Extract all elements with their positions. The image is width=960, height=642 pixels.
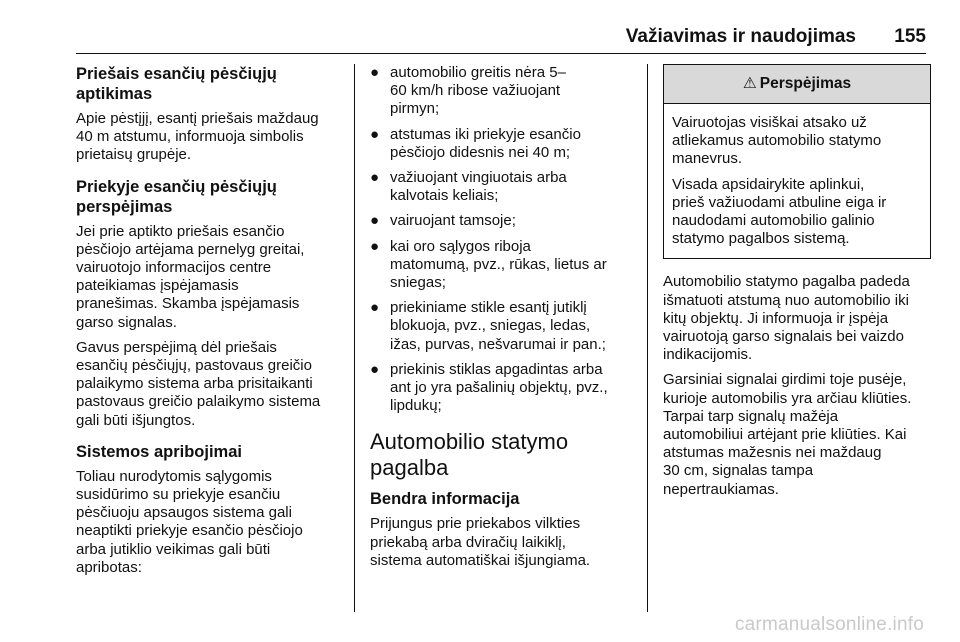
chapter-title: Važiavimas ir naudojimas <box>625 26 856 47</box>
paragraph: Garsiniai signalai girdimi toje pusėje, kurioje automobilis yra arčiau kliūties. Tarpai tarp signalų mažėja automobiliui artėjant prie kliūties. Kai atstumas mažesnis nei maždaug 30 cm, signalas tampa nepertraukiamas. <box>663 371 912 498</box>
paragraph: Gavus perspėjimą dėl priešais esančių pėsčiųjų, pastovaus greičio palaikymo sistema arba prisitaikanti pastovaus greičio palaikymo sistema gali būti išjungtos. <box>76 338 321 429</box>
warning-triangle-icon: ⚠ <box>742 75 757 92</box>
list-item-text: priekinis stiklas apgadintas arba ant jo yra pašalinių objektų, pvz., lipdukų; <box>390 360 608 415</box>
page-header <box>76 26 926 52</box>
list-item-text: automobilio greitis nėra 5– 60 km/h ribose važiuojant pirmyn; <box>390 64 566 118</box>
warning-header <box>664 65 930 104</box>
paragraph: Vairuotojas visiškai atsako už atliekamus automobilio statymo manevrus. <box>672 114 882 168</box>
bullet-icon: ● <box>370 64 380 81</box>
section-heading-pedestrian-detection: Priešais esančių pėsčiųjų aptikimas <box>76 65 277 103</box>
section-heading-system-limitations: Sistemos apribojimai <box>76 442 242 461</box>
list-item-text: atstumas iki priekyje esančio pėsčiojo didesnis nei 40 m; <box>390 125 581 161</box>
list-item-text: važiuojant vingiuotais arba kalvotais keliais; <box>390 169 567 205</box>
list-item <box>370 212 642 230</box>
list-item <box>370 64 642 119</box>
paragraph: Apie pėstįjį, esantį priešais maždaug 40 m atstumu, informuoja simbolis prietaisų grupėje. <box>76 110 319 164</box>
section-heading-general-info: Bendra informacija <box>370 490 520 509</box>
paragraph: Visada apsidairykite aplinkui, prieš važiuodami atbuline eiga ir naudodami automobilio galinio statymo pagalbos sistemą. <box>672 175 887 248</box>
bullet-icon: ● <box>370 237 380 255</box>
list-item-text: priekiniame stikle esantį jutiklį blokuoja, pvz., sniegas, ledas, ižas, purvas, nešvarumai ir pan.; <box>390 299 606 353</box>
list-item-text: vairuojant tamsoje; <box>390 212 516 230</box>
list-item <box>370 361 642 416</box>
paragraph: Automobilio statymo pagalba padeda išmatuoti atstumą nuo automobilio iki kitų objektų. Ji informuoja ir įspėja vairuotoją garso signalais bei vaizdo indikacijomis. <box>663 273 910 364</box>
section-title-parking-assist: Automobilio statymo pagalba <box>370 429 569 481</box>
page-number: 155 <box>894 26 926 47</box>
column-divider-1 <box>354 64 355 612</box>
limitations-list <box>370 64 642 415</box>
watermark: carmanualsonline.info <box>734 614 924 635</box>
warning-box <box>663 64 931 259</box>
list-item-text: kai oro sąlygos riboja matomumą, pvz., rūkas, lietus ar sniegas; <box>390 237 607 292</box>
paragraph: Toliau nurodytomis sąlygomis susidūrimo su priekyje esančiu pėsčiuoju apsaugos sistema gali neaptikti priekyje esančio pėsčiojo arba jutiklio veikimas gali būti apribotas: <box>76 467 303 576</box>
list-item <box>370 299 642 354</box>
column-left <box>76 64 346 584</box>
warning-body <box>664 104 930 258</box>
list-item <box>370 238 642 293</box>
bullet-icon: ● <box>370 169 380 187</box>
bullet-icon: ● <box>370 360 380 378</box>
list-item <box>370 169 642 205</box>
bullet-icon: ● <box>370 212 380 230</box>
column-middle <box>370 64 642 577</box>
bullet-icon: ● <box>370 299 380 317</box>
column-divider-2 <box>647 64 648 612</box>
list-item <box>370 126 642 162</box>
column-right <box>663 64 931 506</box>
paragraph: Prijungus prie priekabos vilkties priekabą arba dviračių laikiklį, sistema automatiškai išjungiama. <box>370 515 591 569</box>
bullet-icon: ● <box>370 125 380 143</box>
header-divider <box>76 53 926 54</box>
paragraph: Jei prie aptikto priešais esančio pėsčiojo artėjama pernelyg greitai, vairuotojo informacijos centre pateikiamas įspėjamasis pranešimas. Skamba įspėjamasis garso signalas. <box>76 222 305 331</box>
section-heading-pedestrian-warning: Priekyje esančių pėsčiųjų perspėjimas <box>76 177 277 216</box>
warning-title: Perspėjimas <box>759 75 852 92</box>
